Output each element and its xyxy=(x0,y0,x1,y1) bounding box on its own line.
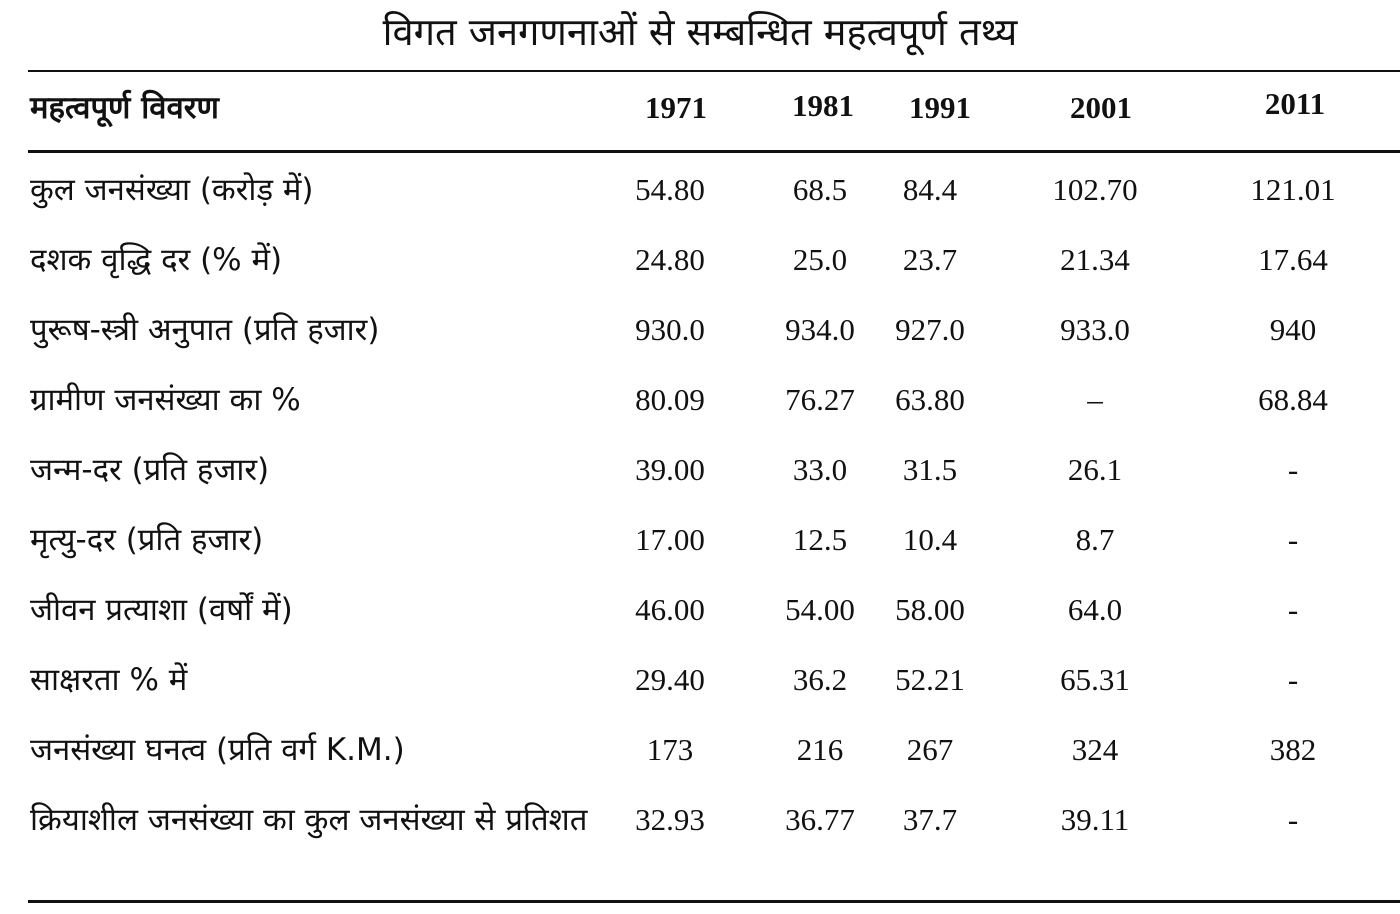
header-year-1981: 1981 xyxy=(792,88,854,123)
cell-2011: 121.01 xyxy=(1250,172,1336,207)
cell-2011: 68.84 xyxy=(1258,382,1328,417)
cell-1971: 930.0 xyxy=(635,312,705,347)
cell-1991: 58.00 xyxy=(895,592,965,627)
cell-1991: 927.0 xyxy=(895,312,965,347)
header-rule xyxy=(28,150,1400,153)
header-year-1971: 1971 xyxy=(645,90,707,125)
cell-1971: 29.40 xyxy=(635,662,705,697)
cell-1981: 216 xyxy=(796,732,844,767)
row-label: जन्म-दर (प्रति हजार) xyxy=(30,452,270,488)
row-label: कुल जनसंख्या (करोड़ में) xyxy=(30,172,314,208)
row-label: साक्षरता % में xyxy=(30,662,188,698)
cell-2011: - xyxy=(1287,452,1299,487)
cell-2011: - xyxy=(1287,802,1299,837)
cell-1971: 46.00 xyxy=(635,592,705,627)
table-bottom-rule xyxy=(28,900,1400,903)
header-year-1991: 1991 xyxy=(909,90,971,125)
cell-2001: 26.1 xyxy=(1067,452,1123,487)
row-label: क्रियाशील जनसंख्या का कुल जनसंख्या से प्रतिशत xyxy=(30,802,588,838)
header-year-2001: 2001 xyxy=(1070,90,1132,125)
cell-1971: 39.00 xyxy=(635,452,705,487)
cell-1981: 36.2 xyxy=(792,662,848,697)
cell-2001: 64.0 xyxy=(1067,592,1123,627)
cell-1981: 36.77 xyxy=(785,802,855,837)
cell-2011: - xyxy=(1287,522,1299,557)
cell-1971: 32.93 xyxy=(635,802,705,837)
row-label: मृत्यु-दर (प्रति हजार) xyxy=(30,522,264,558)
cell-1991: 23.7 xyxy=(902,242,958,277)
cell-2011: 940 xyxy=(1269,312,1317,347)
page-title: विगत जनगणनाओं से सम्बन्धित महत्वपूर्ण तथ्य xyxy=(382,10,1018,54)
row-label: ग्रामीण जनसंख्या का % xyxy=(30,382,301,418)
cell-1991: 10.4 xyxy=(902,522,958,557)
cell-2001: 324 xyxy=(1071,732,1119,767)
cell-1971: 54.80 xyxy=(635,172,705,207)
cell-1981: 25.0 xyxy=(792,242,848,277)
cell-1981: 68.5 xyxy=(792,172,848,207)
cell-2001: 65.31 xyxy=(1060,662,1130,697)
cell-1971: 80.09 xyxy=(635,382,705,417)
cell-1981: 76.27 xyxy=(785,382,855,417)
cell-1991: 84.4 xyxy=(902,172,958,207)
cell-1981: 12.5 xyxy=(792,522,848,557)
header-year-2011: 2011 xyxy=(1264,86,1326,121)
row-label: दशक वृद्धि दर (% में) xyxy=(30,242,283,278)
header-description: महत्वपूर्ण विवरण xyxy=(30,90,219,126)
cell-1971: 173 xyxy=(646,732,694,767)
cell-1991: 267 xyxy=(906,732,954,767)
cell-2011: 382 xyxy=(1269,732,1317,767)
row-label: जनसंख्या घनत्व (प्रति वर्ग K.M.) xyxy=(30,732,405,768)
cell-2001: 8.7 xyxy=(1075,522,1115,557)
cell-1971: 24.80 xyxy=(635,242,705,277)
cell-2001: 39.11 xyxy=(1060,802,1130,837)
cell-1991: 63.80 xyxy=(895,382,965,417)
cell-2001: 21.34 xyxy=(1060,242,1130,277)
cell-2001: 102.70 xyxy=(1052,172,1138,207)
cell-1981: 934.0 xyxy=(785,312,855,347)
cell-1991: 52.21 xyxy=(895,662,965,697)
cell-2011: 17.64 xyxy=(1258,242,1328,277)
cell-2001: 933.0 xyxy=(1060,312,1130,347)
cell-1991: 37.7 xyxy=(902,802,958,837)
cell-1971: 17.00 xyxy=(635,522,705,557)
row-label: पुरूष-स्त्री अनुपात (प्रति हजार) xyxy=(30,312,380,348)
table-top-rule xyxy=(28,70,1400,72)
row-label: जीवन प्रत्याशा (वर्षों में) xyxy=(30,592,293,628)
cell-2011: - xyxy=(1287,662,1299,697)
cell-1981: 54.00 xyxy=(785,592,855,627)
cell-1991: 31.5 xyxy=(902,452,958,487)
cell-1981: 33.0 xyxy=(792,452,848,487)
cell-2001: – xyxy=(1087,382,1103,417)
cell-2011: - xyxy=(1287,592,1299,627)
